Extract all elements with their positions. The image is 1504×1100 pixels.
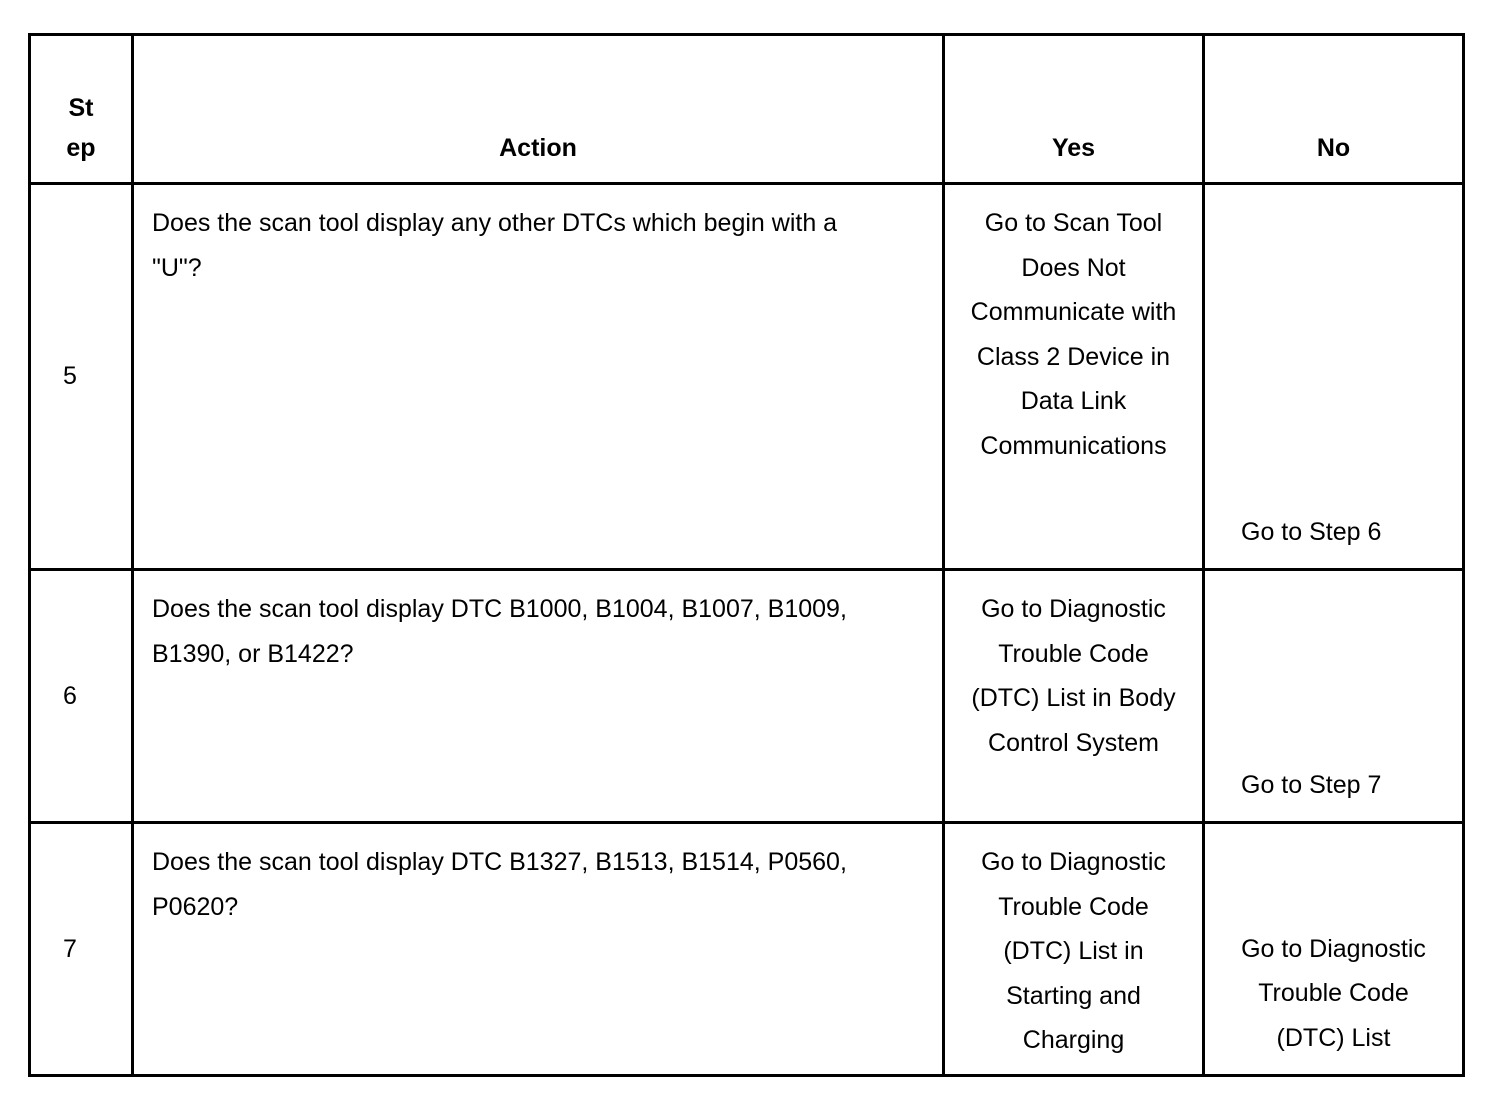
action-cell: Does the scan tool display DTC B1000, B1004, B1007, B1009, B1390, or B1422? xyxy=(133,570,944,823)
diagnostic-table xyxy=(28,33,1465,1077)
header-yes: Yes xyxy=(944,35,1204,184)
action-cell: Does the scan tool display any other DTCs which begin with a "U"? xyxy=(133,184,944,570)
step-cell: 7 xyxy=(30,823,133,1076)
no-cell: Go to Step 6 xyxy=(1204,184,1464,570)
table-row xyxy=(30,184,1464,570)
action-cell: Does the scan tool display DTC B1327, B1513, B1514, P0560, P0620? xyxy=(133,823,944,1076)
yes-cell: Go to Diagnostic Trouble Code (DTC) List in Body Control System xyxy=(944,570,1204,823)
yes-cell: Go to Diagnostic Trouble Code (DTC) List in Starting and Charging xyxy=(944,823,1204,1076)
table-row xyxy=(30,823,1464,1076)
table-row xyxy=(30,570,1464,823)
no-cell: Go to Step 7 xyxy=(1204,570,1464,823)
table-header-row xyxy=(30,35,1464,184)
yes-cell: Go to Scan Tool Does Not Communicate with Class 2 Device in Data Link Communications xyxy=(944,184,1204,570)
step-cell: 6 xyxy=(30,570,133,823)
header-step: Step xyxy=(30,35,133,184)
step-cell: 5 xyxy=(30,184,133,570)
no-cell: Go to Diagnostic Trouble Code (DTC) List xyxy=(1204,823,1464,1076)
header-no: No xyxy=(1204,35,1464,184)
header-action: Action xyxy=(133,35,944,184)
